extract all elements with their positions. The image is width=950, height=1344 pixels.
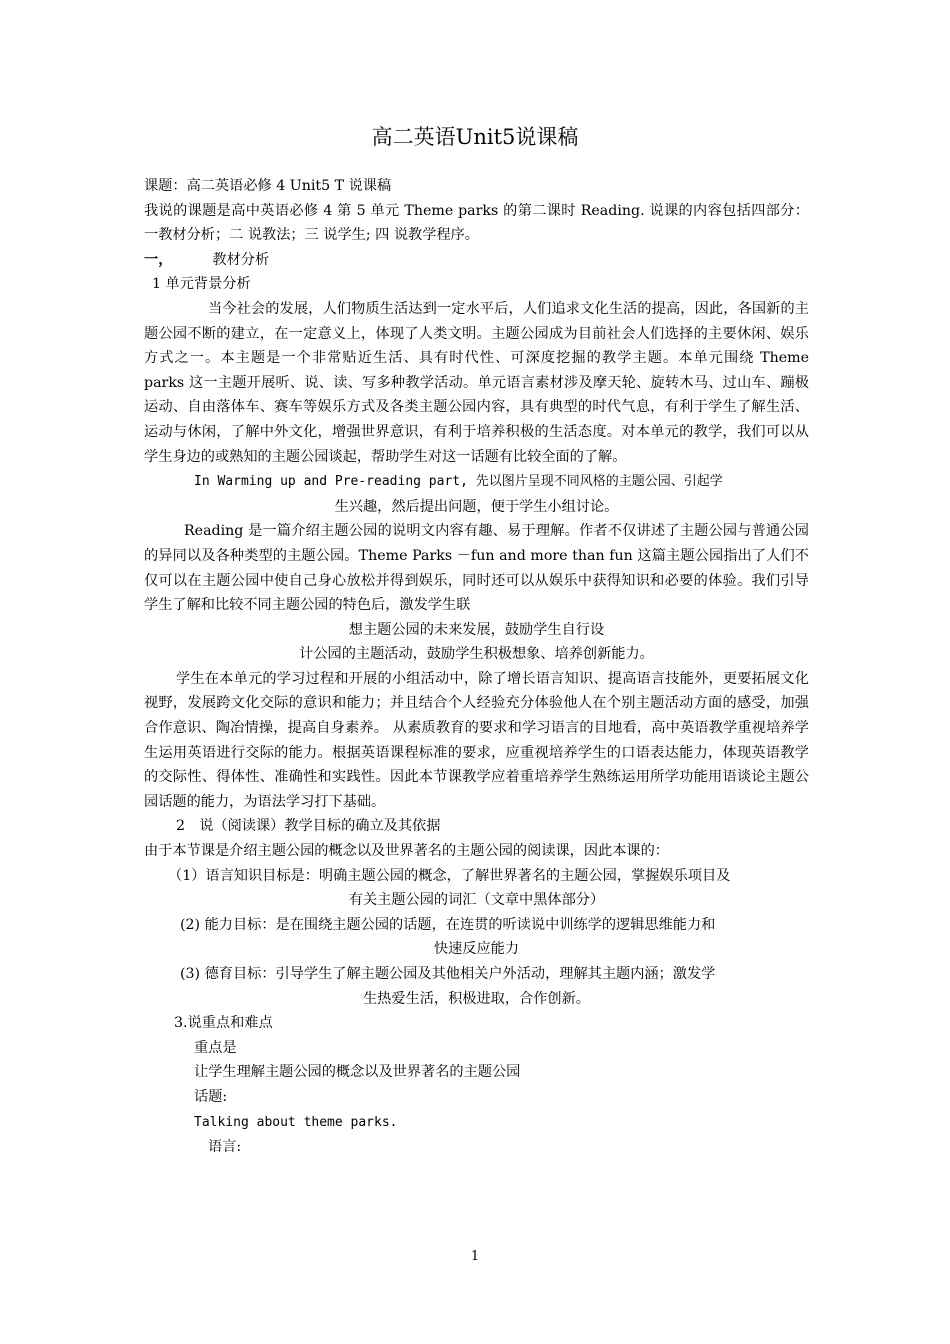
section-heading xyxy=(144,248,809,273)
paragraph-objectives-intro: 由于本节课是介绍主题公园的概念以及世界著名的主题公园的阅读课，因此本课的： xyxy=(144,843,669,860)
goal-ability-line1: (2) 能力目标：是在围绕主题公园的话题，在连贯的听读说中训练学的逻辑思维能力和 xyxy=(180,916,716,933)
section-title: 教材分析 xyxy=(212,251,270,268)
section-number: 一， xyxy=(144,251,173,268)
paragraph-warming-up-line1: In Warming up and Pre-reading part, 先以图片呈现不同风格的主题公园、引起学 xyxy=(194,474,723,490)
intro-paragraph: 我说的课题是高中英语必修 4 第 5 单元 Theme parks 的第二课时 Reading. 说课的内容包括四部分：一教材分析；二 说教法；三 说学生; 四 说教学程序。 xyxy=(144,202,809,244)
page-number: 1 xyxy=(470,1249,480,1264)
goal-ability-line2: 快速反应能力 xyxy=(433,941,520,958)
document-title: 高二英语Unit5说课稿 xyxy=(371,125,579,149)
subheading-background: 1 单元背景分析 xyxy=(152,276,251,293)
language-label: 语言: xyxy=(208,1139,242,1156)
topic-text: Talking about theme parks. xyxy=(194,1114,398,1130)
paragraph-reading: Reading 是一篇介绍主题公园的说明文内容有趣、易于理解。作者不仅讲述了主题公园与普通公园的异同以及各种类型的主题公园。Theme Parks －fun and more than fun 这篇主题公园指出了人们不仅可以在主题公园中使自己身心放松并得到娱乐，同时还可以从娱乐中获得知识和必要的体验。我们引导学生了解和比较不同主题公园的特色后，激发学生联 xyxy=(144,523,809,614)
goal-knowledge-line1: （1）语言知识目标是：明确主题公园的概念，了解世界著名的主题公园，掌握娱乐项目及 xyxy=(168,867,731,884)
paragraph-background: 当今社会的发展，人们物质生活达到一定水平后，人们追求文化生活的提高，因此，各国新的主题公园不断的建立，在一定意义上，体现了人类文明。主题公园成为目前社会人们选择的主要休闲、娱乐方式之一。本主题是一个非常贴近生活、具有时代性、可深度挖掘的教学主题。本单元围绕 Theme parks 这一主题开展听、说、读、写多种教学活动。单元语言素材涉及摩天轮、旋转木马、过山车、蹦极运动、自由落体车、赛车等娱乐方式及各类主题公园内容，具有典型的时代气息，有利于学生了解生活、运动与休闲，了解中外文化，增强世界意识，有利于培养积极的生活态度。对本单元的教学，我们可以从学生身边的或熟知的主题公园谈起，帮助学生对这一话题有比较全面的了解。 xyxy=(144,300,809,465)
document-body xyxy=(144,174,809,1160)
subheading-key-points: 3.说重点和难点 xyxy=(174,1015,273,1032)
paragraph-reading-line3: 计公园的主题活动，鼓励学生积极想象、培养创新能力。 xyxy=(299,646,654,663)
topic-line: 课题：高二英语必修 4 Unit5 T 说课稿 xyxy=(144,178,392,194)
goal-moral-line2: 生热爱生活，积极进取，合作创新。 xyxy=(362,990,590,1007)
goal-knowledge-line2: 有关主题公园的词汇（文章中黑体部分） xyxy=(348,892,605,909)
subheading-objectives: 2 说（阅读课）教学目标的确立及其依据 xyxy=(176,818,441,835)
key-text: 让学生理解主题公园的概念以及世界著名的主题公园 xyxy=(194,1064,521,1081)
paragraph-reading-line2: 想主题公园的未来发展，鼓励学生自行设 xyxy=(348,621,605,638)
paragraph-warming-up-line2: 生兴趣，然后提出问题，便于学生小组讨论。 xyxy=(334,498,619,515)
key-label: 重点是 xyxy=(194,1039,237,1056)
paragraph-students: 学生在本单元的学习过程和开展的小组活动中，除了增长语言知识、提高语言技能外，更要拓展文化视野，发展跨文化交际的意识和能力；并且结合个人经验充分体验他人在个别主题活动方面的感受，加强合作意识、陶冶情操，提高自身素养。 从素质教育的要求和学习语言的目地看，高中英语教学重视培养学生运用英语进行交际的能力。根据英语课程标准的要求，应重视培养学生的口语表达能力，体现英语教学的交际性、得体性、准确性和实践性。因此本节课教学应着重培养学生熟练运用所学功能用语谈论主题公园话题的能力，为语法学习打下基础。 xyxy=(144,670,809,810)
goal-moral-line1: (3) 德育目标：引导学生了解主题公园及其他相关户外活动，理解其主题内涵；激发学 xyxy=(180,966,716,982)
topic-label: 话题: xyxy=(194,1088,228,1105)
